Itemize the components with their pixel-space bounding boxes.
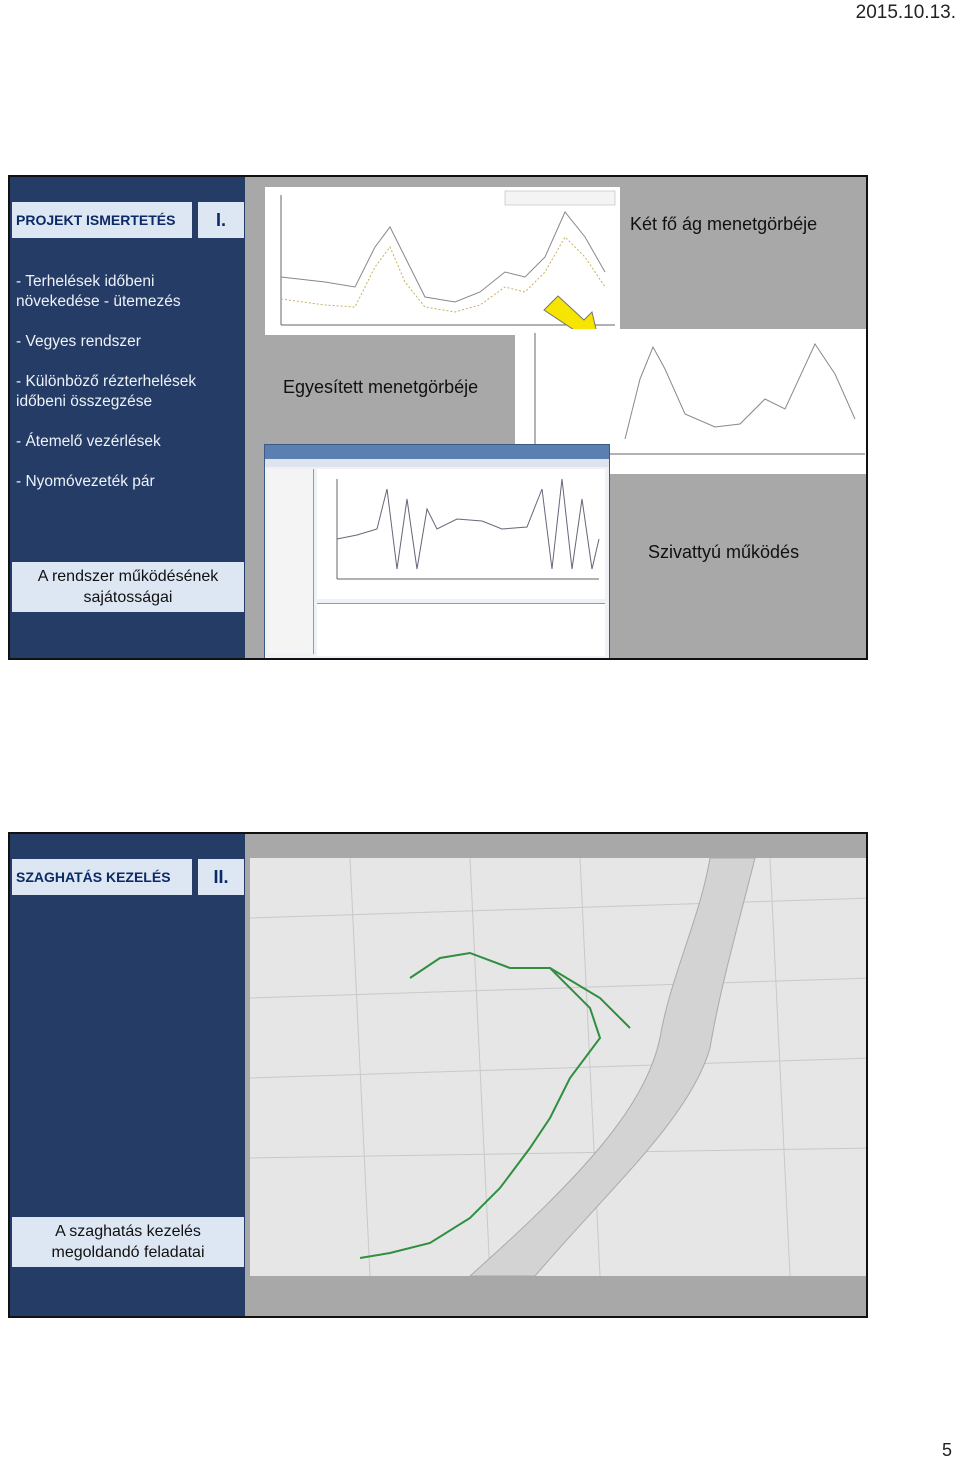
slide2-title: SZAGHATÁS KEZELÉS	[12, 859, 192, 895]
header-date: 2015.10.13.	[855, 2, 956, 23]
city-map-svg	[250, 858, 868, 1276]
bullet-item: - Vegyes rendszer	[16, 333, 141, 350]
slide2-bottom-box: A szaghatás kezelés megoldandó feladatai	[12, 1217, 244, 1267]
bullet-item: - Terhelések időbeni növekedése - ütemezés	[16, 273, 181, 310]
slide2-number: II.	[198, 859, 244, 895]
slide1-number: I.	[198, 202, 244, 238]
software-tree-panel	[267, 469, 314, 654]
slide1-bottom-box: A rendszer működésének sajátosságai	[12, 562, 244, 612]
bullet-item: - Nyomóvezeték pár	[16, 473, 155, 490]
slide2-sidebar	[10, 834, 245, 1316]
bullet-item: - Különböző rézterhelések időbeni összegzése	[16, 373, 197, 410]
slide-odour	[8, 832, 868, 1318]
pump-chart-svg	[317, 469, 605, 599]
slide-project	[8, 175, 868, 660]
label-combined: Egyesített menetgörbéje	[283, 377, 479, 397]
city-network-map	[250, 858, 868, 1276]
software-toolbar	[265, 459, 609, 467]
pump-software-screenshot	[264, 444, 610, 660]
slide1-title: PROJEKT ISMERTETÉS	[12, 202, 192, 238]
bullet-item: - Átemelő vezérlések	[16, 433, 161, 450]
software-results-panel	[317, 603, 605, 656]
page-number: 5	[941, 1440, 952, 1460]
label-pump: Szivattyú működés	[648, 542, 800, 562]
software-titlebar	[265, 445, 609, 459]
label-main-branches: Két fő ág menetgörbéje	[630, 214, 818, 234]
slide1-bullet-list	[16, 272, 241, 512]
slide1-sidebar	[10, 177, 245, 658]
